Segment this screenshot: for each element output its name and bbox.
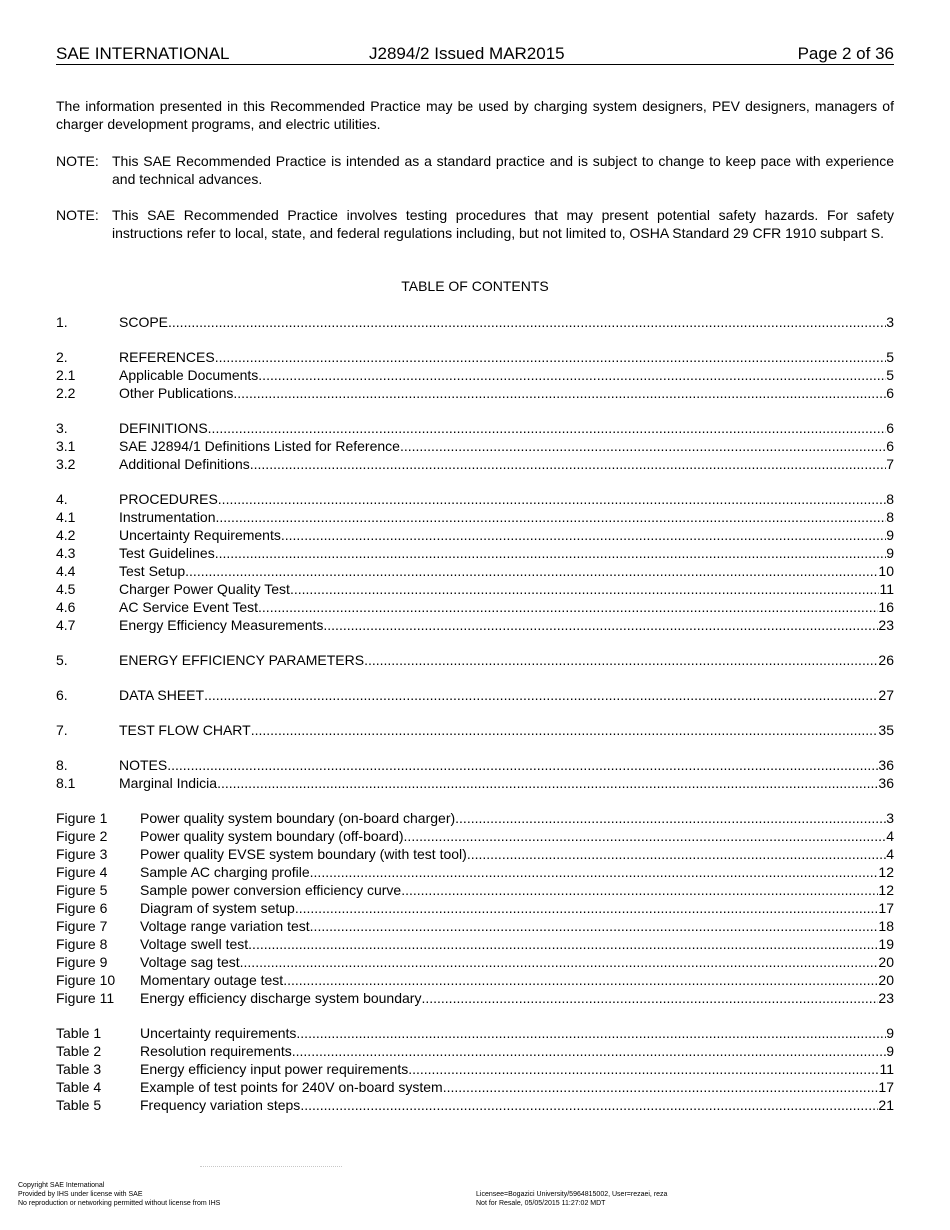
toc-entry[interactable] — [56, 419, 894, 437]
entry-page-number: 6 — [886, 420, 894, 436]
toc-entry[interactable] — [56, 562, 894, 580]
entry-title: Test Setup — [119, 563, 186, 579]
entry-page-number: 23 — [878, 617, 894, 633]
dot-leader — [401, 881, 878, 899]
entry-body — [140, 881, 894, 899]
footer-line: Provided by IHS under license with SAE — [18, 1191, 143, 1198]
entry-page-number: 26 — [878, 652, 894, 668]
entry-number: 3.1 — [56, 438, 76, 454]
figure-list-entry[interactable] — [56, 935, 894, 953]
entry-title: Energy Efficiency Measurements — [119, 617, 324, 633]
entry-page-number: 23 — [878, 990, 894, 1006]
dot-leader — [240, 953, 879, 971]
entry-number: 1. — [56, 314, 68, 330]
intro-paragraph: The information presented in this Recommended Practice may be used by charging system designers, PEV designers, managers of charger development programs, and electric utilities. — [56, 98, 894, 132]
entry-number: 4.1 — [56, 509, 76, 525]
entry-page-number: 35 — [878, 722, 894, 738]
entry-title: Sample AC charging profile — [140, 864, 310, 880]
dot-leader — [467, 845, 886, 863]
figure-list-entry[interactable] — [56, 863, 894, 881]
entry-number: Table 4 — [56, 1079, 102, 1095]
entry-title: REFERENCES — [119, 349, 215, 365]
entry-page-number: 16 — [878, 599, 894, 615]
dot-leader — [167, 756, 878, 774]
entry-body — [140, 1078, 894, 1096]
entry-body — [119, 384, 894, 402]
entry-body — [140, 827, 894, 845]
dot-leader — [250, 455, 886, 473]
dot-leader — [455, 809, 886, 827]
entry-title: Energy efficiency discharge system boundary — [140, 990, 422, 1006]
entry-title: DEFINITIONS — [119, 420, 208, 436]
entry-body — [119, 490, 894, 508]
entry-body — [140, 809, 894, 827]
dot-leader — [323, 616, 878, 634]
dot-leader — [296, 1024, 886, 1042]
entry-body — [119, 598, 894, 616]
entry-title: Uncertainty requirements — [140, 1025, 297, 1041]
entry-body — [119, 366, 894, 384]
entry-body — [119, 419, 894, 437]
dot-leader — [443, 1078, 879, 1096]
entry-title: Voltage swell test — [140, 936, 249, 952]
entry-body — [119, 616, 894, 634]
entry-page-number: 8 — [886, 491, 894, 507]
dot-leader — [216, 508, 887, 526]
entry-title: TEST FLOW CHART — [119, 722, 251, 738]
footer-line: No reproduction or networking permitted without license from IHS — [18, 1200, 221, 1207]
entry-title: Test Guidelines — [119, 545, 215, 561]
entry-body — [140, 917, 894, 935]
figure-list-entry[interactable] — [56, 827, 894, 845]
entry-number: 2. — [56, 349, 68, 365]
entry-body — [119, 756, 894, 774]
entry-title: Voltage sag test — [140, 954, 240, 970]
entry-title: Voltage range variation test — [140, 918, 310, 934]
entry-number: Figure 10 — [56, 972, 116, 988]
entry-title: Frequency variation steps — [140, 1097, 301, 1113]
entry-number: Figure 3 — [56, 846, 108, 862]
toc-entry[interactable] — [56, 490, 894, 508]
toc-entry[interactable] — [56, 721, 894, 739]
entry-body — [140, 989, 894, 1007]
entry-number: Table 1 — [56, 1025, 102, 1041]
dot-leader — [295, 899, 879, 917]
dot-leader — [364, 651, 878, 669]
dot-leader — [310, 917, 879, 935]
table-list-entry[interactable] — [56, 1024, 894, 1042]
entry-number: 4.3 — [56, 545, 76, 561]
note-label: NOTE: — [56, 153, 99, 169]
entry-body — [119, 774, 894, 792]
dot-leader — [290, 580, 880, 598]
entry-body — [119, 562, 894, 580]
toc-entry[interactable] — [56, 508, 894, 526]
entry-body — [140, 971, 894, 989]
entry-number: Figure 9 — [56, 954, 108, 970]
dot-leader — [217, 774, 878, 792]
entry-page-number: 19 — [878, 936, 894, 952]
note-label: NOTE: — [56, 207, 99, 223]
entry-number: 6. — [56, 687, 68, 703]
dot-leader — [283, 971, 878, 989]
table-list-entry[interactable] — [56, 1078, 894, 1096]
entry-page-number: 17 — [878, 900, 894, 916]
entry-title: Instrumentation — [119, 509, 216, 525]
figure-list-entry[interactable] — [56, 917, 894, 935]
table-list-entry[interactable] — [56, 1096, 894, 1114]
dot-leader — [204, 686, 878, 704]
entry-page-number: 3 — [886, 314, 894, 330]
dot-leader — [248, 935, 878, 953]
dot-leader — [215, 544, 886, 562]
entry-page-number: 9 — [886, 527, 894, 543]
dot-leader — [233, 384, 886, 402]
toc-entry[interactable] — [56, 598, 894, 616]
entry-number: Figure 4 — [56, 864, 108, 880]
dot-leader — [408, 1060, 879, 1078]
dot-leader — [258, 598, 878, 616]
toc-entry[interactable] — [56, 686, 894, 704]
entry-page-number: 9 — [886, 1025, 894, 1041]
entry-title: NOTES — [119, 757, 168, 773]
figure-list-entry[interactable] — [56, 953, 894, 971]
entry-page-number: 4 — [886, 846, 894, 862]
entry-body — [140, 1096, 894, 1114]
entry-body — [119, 544, 894, 562]
entry-number: Figure 7 — [56, 918, 108, 934]
entry-title: Power quality system boundary (on-board charger) — [140, 810, 456, 826]
entry-number: 8. — [56, 757, 68, 773]
entry-body — [119, 526, 894, 544]
entry-body — [119, 508, 894, 526]
dot-leader — [300, 1096, 878, 1114]
entry-page-number: 6 — [886, 385, 894, 401]
entry-body — [140, 845, 894, 863]
entry-body — [119, 455, 894, 473]
entry-title: SCOPE — [119, 314, 169, 330]
entry-page-number: 36 — [878, 775, 894, 791]
entry-number: Table 3 — [56, 1061, 102, 1077]
toc-entry[interactable] — [56, 616, 894, 634]
table-of-contents — [56, 313, 894, 1114]
entry-page-number: 7 — [886, 456, 894, 472]
entry-page-number: 9 — [886, 1043, 894, 1059]
entry-page-number: 27 — [878, 687, 894, 703]
entry-title: Example of test points for 240V on-board system — [140, 1079, 443, 1095]
entry-page-number: 10 — [878, 563, 894, 579]
dot-leader — [251, 721, 879, 739]
entry-title: SAE J2894/1 Definitions Listed for Reference — [119, 438, 400, 454]
entry-title: ENERGY EFFICIENCY PARAMETERS — [119, 652, 365, 668]
entry-body — [140, 1060, 894, 1078]
entry-number: Figure 2 — [56, 828, 108, 844]
toc-entry[interactable] — [56, 437, 894, 455]
entry-number: 2.2 — [56, 385, 76, 401]
entry-page-number: 20 — [878, 954, 894, 970]
entry-title: Marginal Indicia — [119, 775, 218, 791]
entry-page-number: 20 — [878, 972, 894, 988]
toc-entry[interactable] — [56, 651, 894, 669]
entry-title: Diagram of system setup — [140, 900, 295, 916]
entry-page-number: 5 — [886, 367, 894, 383]
entry-number: 7. — [56, 722, 68, 738]
note-2 — [56, 206, 894, 242]
dot-leader — [258, 366, 886, 384]
entry-number: Figure 1 — [56, 810, 108, 826]
toc-entry[interactable] — [56, 774, 894, 792]
dot-leader — [421, 989, 878, 1007]
entry-number: 3.2 — [56, 456, 76, 472]
dot-leader — [215, 348, 887, 366]
dot-leader — [208, 419, 887, 437]
toc-entry[interactable] — [56, 756, 894, 774]
entry-title: PROCEDURES — [119, 491, 218, 507]
header-document-id: J2894/2 Issued MAR2015 — [369, 44, 565, 63]
entry-title: Applicable Documents — [119, 367, 259, 383]
entry-title: DATA SHEET — [119, 687, 205, 703]
entry-page-number: 6 — [886, 438, 894, 454]
entry-body — [119, 313, 894, 331]
figure-list-entry[interactable] — [56, 989, 894, 1007]
header-page-number: Page 2 of 36 — [797, 44, 894, 63]
figure-list-entry[interactable] — [56, 809, 894, 827]
entry-number: Figure 5 — [56, 882, 108, 898]
entry-page-number: 17 — [878, 1079, 894, 1095]
entry-page-number: 8 — [886, 509, 894, 525]
entry-number: Table 5 — [56, 1097, 102, 1113]
entry-page-number: 21 — [878, 1097, 894, 1113]
entry-number: 5. — [56, 652, 68, 668]
toc-title: TABLE OF CONTENTS — [401, 278, 549, 294]
entry-title: Charger Power Quality Test — [119, 581, 290, 597]
entry-number: 4.6 — [56, 599, 76, 615]
dot-leader — [292, 1042, 886, 1060]
entry-page-number: 9 — [886, 545, 894, 561]
toc-entry[interactable] — [56, 348, 894, 366]
toc-entry[interactable] — [56, 580, 894, 598]
entry-title: AC Service Event Test — [119, 599, 259, 615]
entry-body — [119, 580, 894, 598]
toc-entry[interactable] — [56, 455, 894, 473]
header-organization: SAE INTERNATIONAL — [56, 44, 230, 63]
table-list-entry[interactable] — [56, 1042, 894, 1060]
faint-watermark-line — [200, 1166, 342, 1167]
entry-page-number: 11 — [879, 1061, 894, 1077]
entry-title: Power quality system boundary (off-board) — [140, 828, 404, 844]
entry-page-number: 12 — [878, 864, 894, 880]
entry-number: Figure 11 — [56, 990, 115, 1006]
entry-page-number: 5 — [886, 349, 894, 365]
entry-title: Energy efficiency input power requirements — [140, 1061, 409, 1077]
toc-entry[interactable] — [56, 544, 894, 562]
figure-list-entry[interactable] — [56, 845, 894, 863]
entry-number: Figure 8 — [56, 936, 108, 952]
entry-body — [140, 1024, 894, 1042]
dot-leader — [168, 313, 886, 331]
entry-page-number: 12 — [878, 882, 894, 898]
dot-leader — [281, 526, 886, 544]
entry-body — [119, 651, 894, 669]
entry-body — [140, 935, 894, 953]
entry-title: Other Publications — [119, 385, 234, 401]
dot-leader — [185, 562, 878, 580]
entry-body — [140, 899, 894, 917]
entry-page-number: 3 — [886, 810, 894, 826]
note-1 — [56, 152, 894, 188]
entry-body — [119, 721, 894, 739]
entry-page-number: 36 — [878, 757, 894, 773]
footer-line: Not for Resale, 05/05/2015 11:27:02 MDT — [476, 1200, 606, 1207]
toc-entry[interactable] — [56, 366, 894, 384]
entry-number: 4.5 — [56, 581, 76, 597]
figure-list-entry[interactable] — [56, 971, 894, 989]
entry-title: Sample power conversion efficiency curve — [140, 882, 402, 898]
note-text: This SAE Recommended Practice is intended as a standard practice and is subject to change to keep pace with experience and technical advances. — [112, 153, 894, 187]
entry-number: 4.7 — [56, 617, 76, 633]
entry-page-number: 4 — [886, 828, 894, 844]
footer-line: Licensee=Bogazici University/5964815002, User=rezaei, reza — [476, 1191, 668, 1198]
entry-page-number: 18 — [878, 918, 894, 934]
toc-entry[interactable] — [56, 526, 894, 544]
entry-body — [140, 863, 894, 881]
entry-title: Power quality EVSE system boundary (with test tool) — [140, 846, 467, 862]
entry-number: 4.4 — [56, 563, 76, 579]
toc-entry[interactable] — [56, 384, 894, 402]
note-text: This SAE Recommended Practice involves testing procedures that may present potential safety hazards. For safety instructions refer to local, state, and federal regulations including, but not limited to, OSHA Standard 29 CFR 1910 subpart S. — [112, 207, 894, 241]
dot-leader — [310, 863, 879, 881]
entry-number: 8.1 — [56, 775, 76, 791]
dot-leader — [400, 437, 886, 455]
entry-body — [119, 686, 894, 704]
entry-number: Figure 6 — [56, 900, 108, 916]
dot-leader — [218, 490, 886, 508]
entry-title: Momentary outage test — [140, 972, 284, 988]
entry-number: 2.1 — [56, 367, 76, 383]
entry-body — [119, 437, 894, 455]
entry-body — [140, 953, 894, 971]
entry-number: 4.2 — [56, 527, 76, 543]
entry-title: Additional Definitions — [119, 456, 250, 472]
entry-page-number: 11 — [879, 581, 894, 597]
footer-line: Copyright SAE International — [18, 1182, 105, 1189]
entry-title: Uncertainty Requirements — [119, 527, 281, 543]
figure-list-entry[interactable] — [56, 881, 894, 899]
entry-title: Resolution requirements — [140, 1043, 292, 1059]
table-list-entry[interactable] — [56, 1060, 894, 1078]
page-header — [56, 44, 894, 65]
dot-leader — [404, 827, 887, 845]
entry-number: Table 2 — [56, 1043, 102, 1059]
entry-number: 4. — [56, 491, 68, 507]
figure-list-entry[interactable] — [56, 899, 894, 917]
footer-license — [476, 1190, 667, 1208]
entry-body — [119, 348, 894, 366]
entry-number: 3. — [56, 420, 68, 436]
entry-body — [140, 1042, 894, 1060]
footer-copyright — [18, 1181, 220, 1208]
toc-entry[interactable] — [56, 313, 894, 331]
